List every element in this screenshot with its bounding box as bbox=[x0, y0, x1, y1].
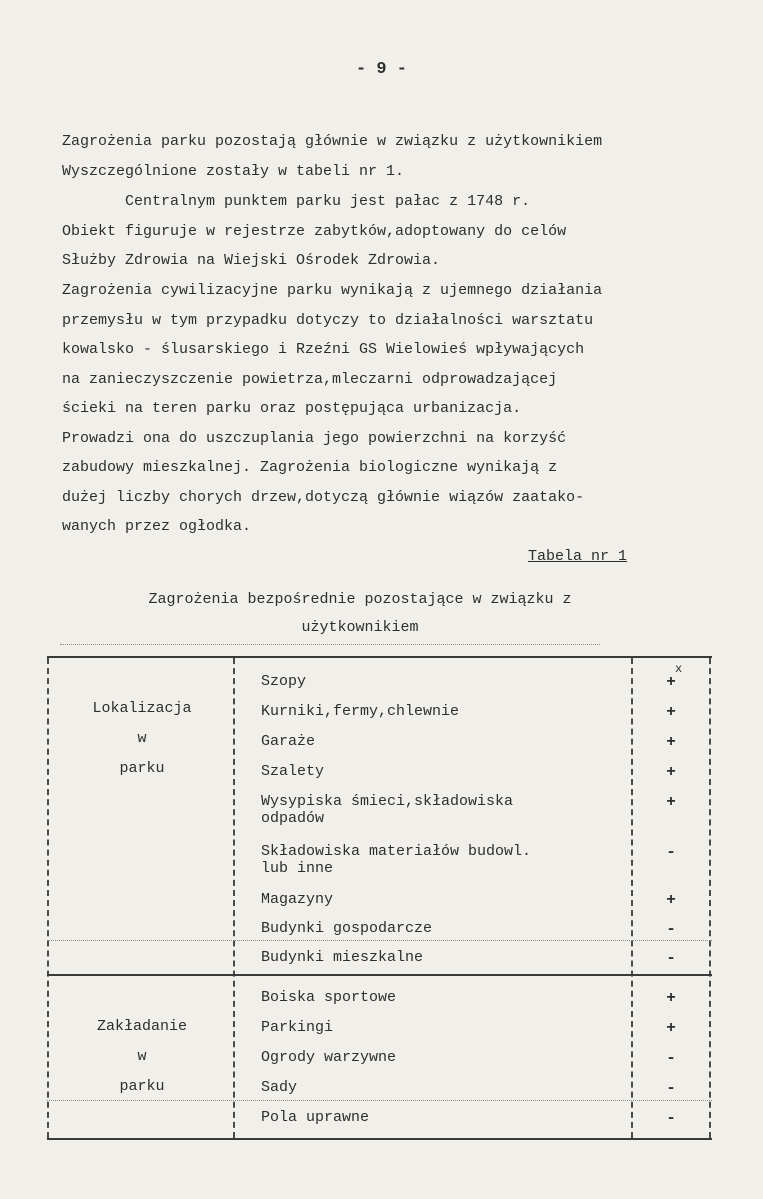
table-row-label: Ogrody warzywne bbox=[261, 1049, 397, 1066]
group-label-line: Zakładanie bbox=[96, 1018, 187, 1035]
table-border-left bbox=[47, 658, 49, 1138]
table-row-label: Budynki gospodarcze bbox=[261, 920, 433, 937]
table-row-label: Kurniki,fermy,chlewnie bbox=[261, 703, 460, 720]
table-row-label: Wysypiska śmieci,składowiska odpadów bbox=[261, 793, 514, 827]
caption-line: Zagrożenia bezpośrednie pozostające w związku z bbox=[148, 591, 572, 608]
text-line: zabudowy mieszkalnej. Zagrożenia biologiczne wynikają z bbox=[62, 459, 558, 476]
table-row-mark: - bbox=[666, 949, 676, 967]
row-divider bbox=[47, 940, 712, 941]
table-row-label: Garaże bbox=[261, 733, 316, 750]
table-row-label: Szalety bbox=[261, 763, 325, 780]
text-line: Wyszczególnione zostały w tabeli nr 1. bbox=[62, 162, 405, 180]
table-row-mark: + bbox=[666, 703, 676, 721]
text-line: ścieki na teren parku oraz postępująca urbanizacja. bbox=[62, 400, 522, 417]
table-caption bbox=[60, 586, 660, 642]
table-row-mark: - bbox=[666, 1079, 676, 1097]
text-line: wanych przez ogłodka. bbox=[62, 518, 252, 535]
column-divider bbox=[631, 658, 633, 1138]
text-line: dużej liczby chorych drzew,dotyczą głównie wiązów zaatako- bbox=[62, 488, 585, 506]
table-row-mark: + bbox=[666, 989, 676, 1007]
group-label-line: parku bbox=[119, 1078, 165, 1095]
table-row-mark: + bbox=[666, 1019, 676, 1037]
group-label-line: w bbox=[137, 1048, 147, 1065]
table-row-label: Magazyny bbox=[261, 891, 334, 908]
paragraph-2 bbox=[62, 187, 712, 276]
table-row-label: Szopy bbox=[261, 673, 307, 690]
text-line: Zagrożenia cywilizacyjne parku wynikają z ujemnego działania bbox=[62, 282, 603, 299]
table-row-label: Składowiska materiałów budowl. lub inne bbox=[261, 843, 532, 877]
page-number: - 9 - bbox=[355, 60, 407, 79]
text-line: Obiekt figuruje w rejestrze zabytków,adoptowany do celów bbox=[62, 222, 567, 240]
text-line: Prowadzi ona do uszczuplania jego powierzchni na korzyść bbox=[62, 429, 567, 447]
text-line: Centralnym punktem parku jest pałac z 1748 r. bbox=[62, 193, 531, 210]
table-row-mark: - bbox=[666, 920, 676, 938]
group-label-zakladanie bbox=[57, 1012, 227, 1102]
table-row-mark: - bbox=[666, 1109, 676, 1127]
footnote-mark: x bbox=[675, 662, 683, 676]
group-label-line: parku bbox=[119, 760, 165, 777]
table-row-mark: - bbox=[666, 1049, 676, 1067]
table-row-mark: + bbox=[666, 673, 676, 691]
table-row-mark: - bbox=[666, 843, 676, 861]
text-line: Zagrożenia parku pozostają głównie w związku z użytkownikiem bbox=[62, 133, 603, 150]
table-row-mark: + bbox=[666, 733, 676, 751]
dotted-divider bbox=[60, 644, 600, 645]
caption-line: użytkownikiem bbox=[301, 619, 419, 636]
text-line: przemysłu w tym przypadku dotyczy to działalności warsztatu bbox=[62, 311, 594, 329]
text-line: Służby Zdrowia na Wiejski Ośrodek Zdrowia. bbox=[62, 252, 441, 269]
column-divider bbox=[233, 658, 235, 1138]
group-label-line: Lokalizacja bbox=[92, 700, 192, 717]
table-label: Tabela nr 1 bbox=[528, 548, 628, 565]
table-row-label: Boiska sportowe bbox=[261, 989, 397, 1006]
hazards-table bbox=[47, 656, 712, 1140]
text-line: kowalsko - ślusarskiego i Rzeźni GS Wielowieś wpływających bbox=[62, 341, 585, 358]
table-row-mark: + bbox=[666, 763, 676, 781]
table-border-right bbox=[709, 658, 711, 1138]
table-row-label: Budynki mieszkalne bbox=[261, 949, 424, 966]
text-line: na zanieczyszczenie powietrza,mleczarni odprowadzającej bbox=[62, 370, 558, 388]
group-label-line: w bbox=[137, 730, 147, 747]
table-row-mark: + bbox=[666, 793, 676, 811]
table-row-label: Sady bbox=[261, 1079, 298, 1096]
group-label-lokalizacja bbox=[57, 694, 227, 784]
group-separator bbox=[47, 974, 712, 976]
row-divider bbox=[47, 1100, 712, 1101]
table-row-mark: + bbox=[666, 891, 676, 909]
table-row-label: Parkingi bbox=[261, 1019, 334, 1036]
paragraph-3 bbox=[62, 276, 712, 542]
table-row-label: Pola uprawne bbox=[261, 1109, 370, 1126]
paragraph-1 bbox=[62, 127, 712, 186]
